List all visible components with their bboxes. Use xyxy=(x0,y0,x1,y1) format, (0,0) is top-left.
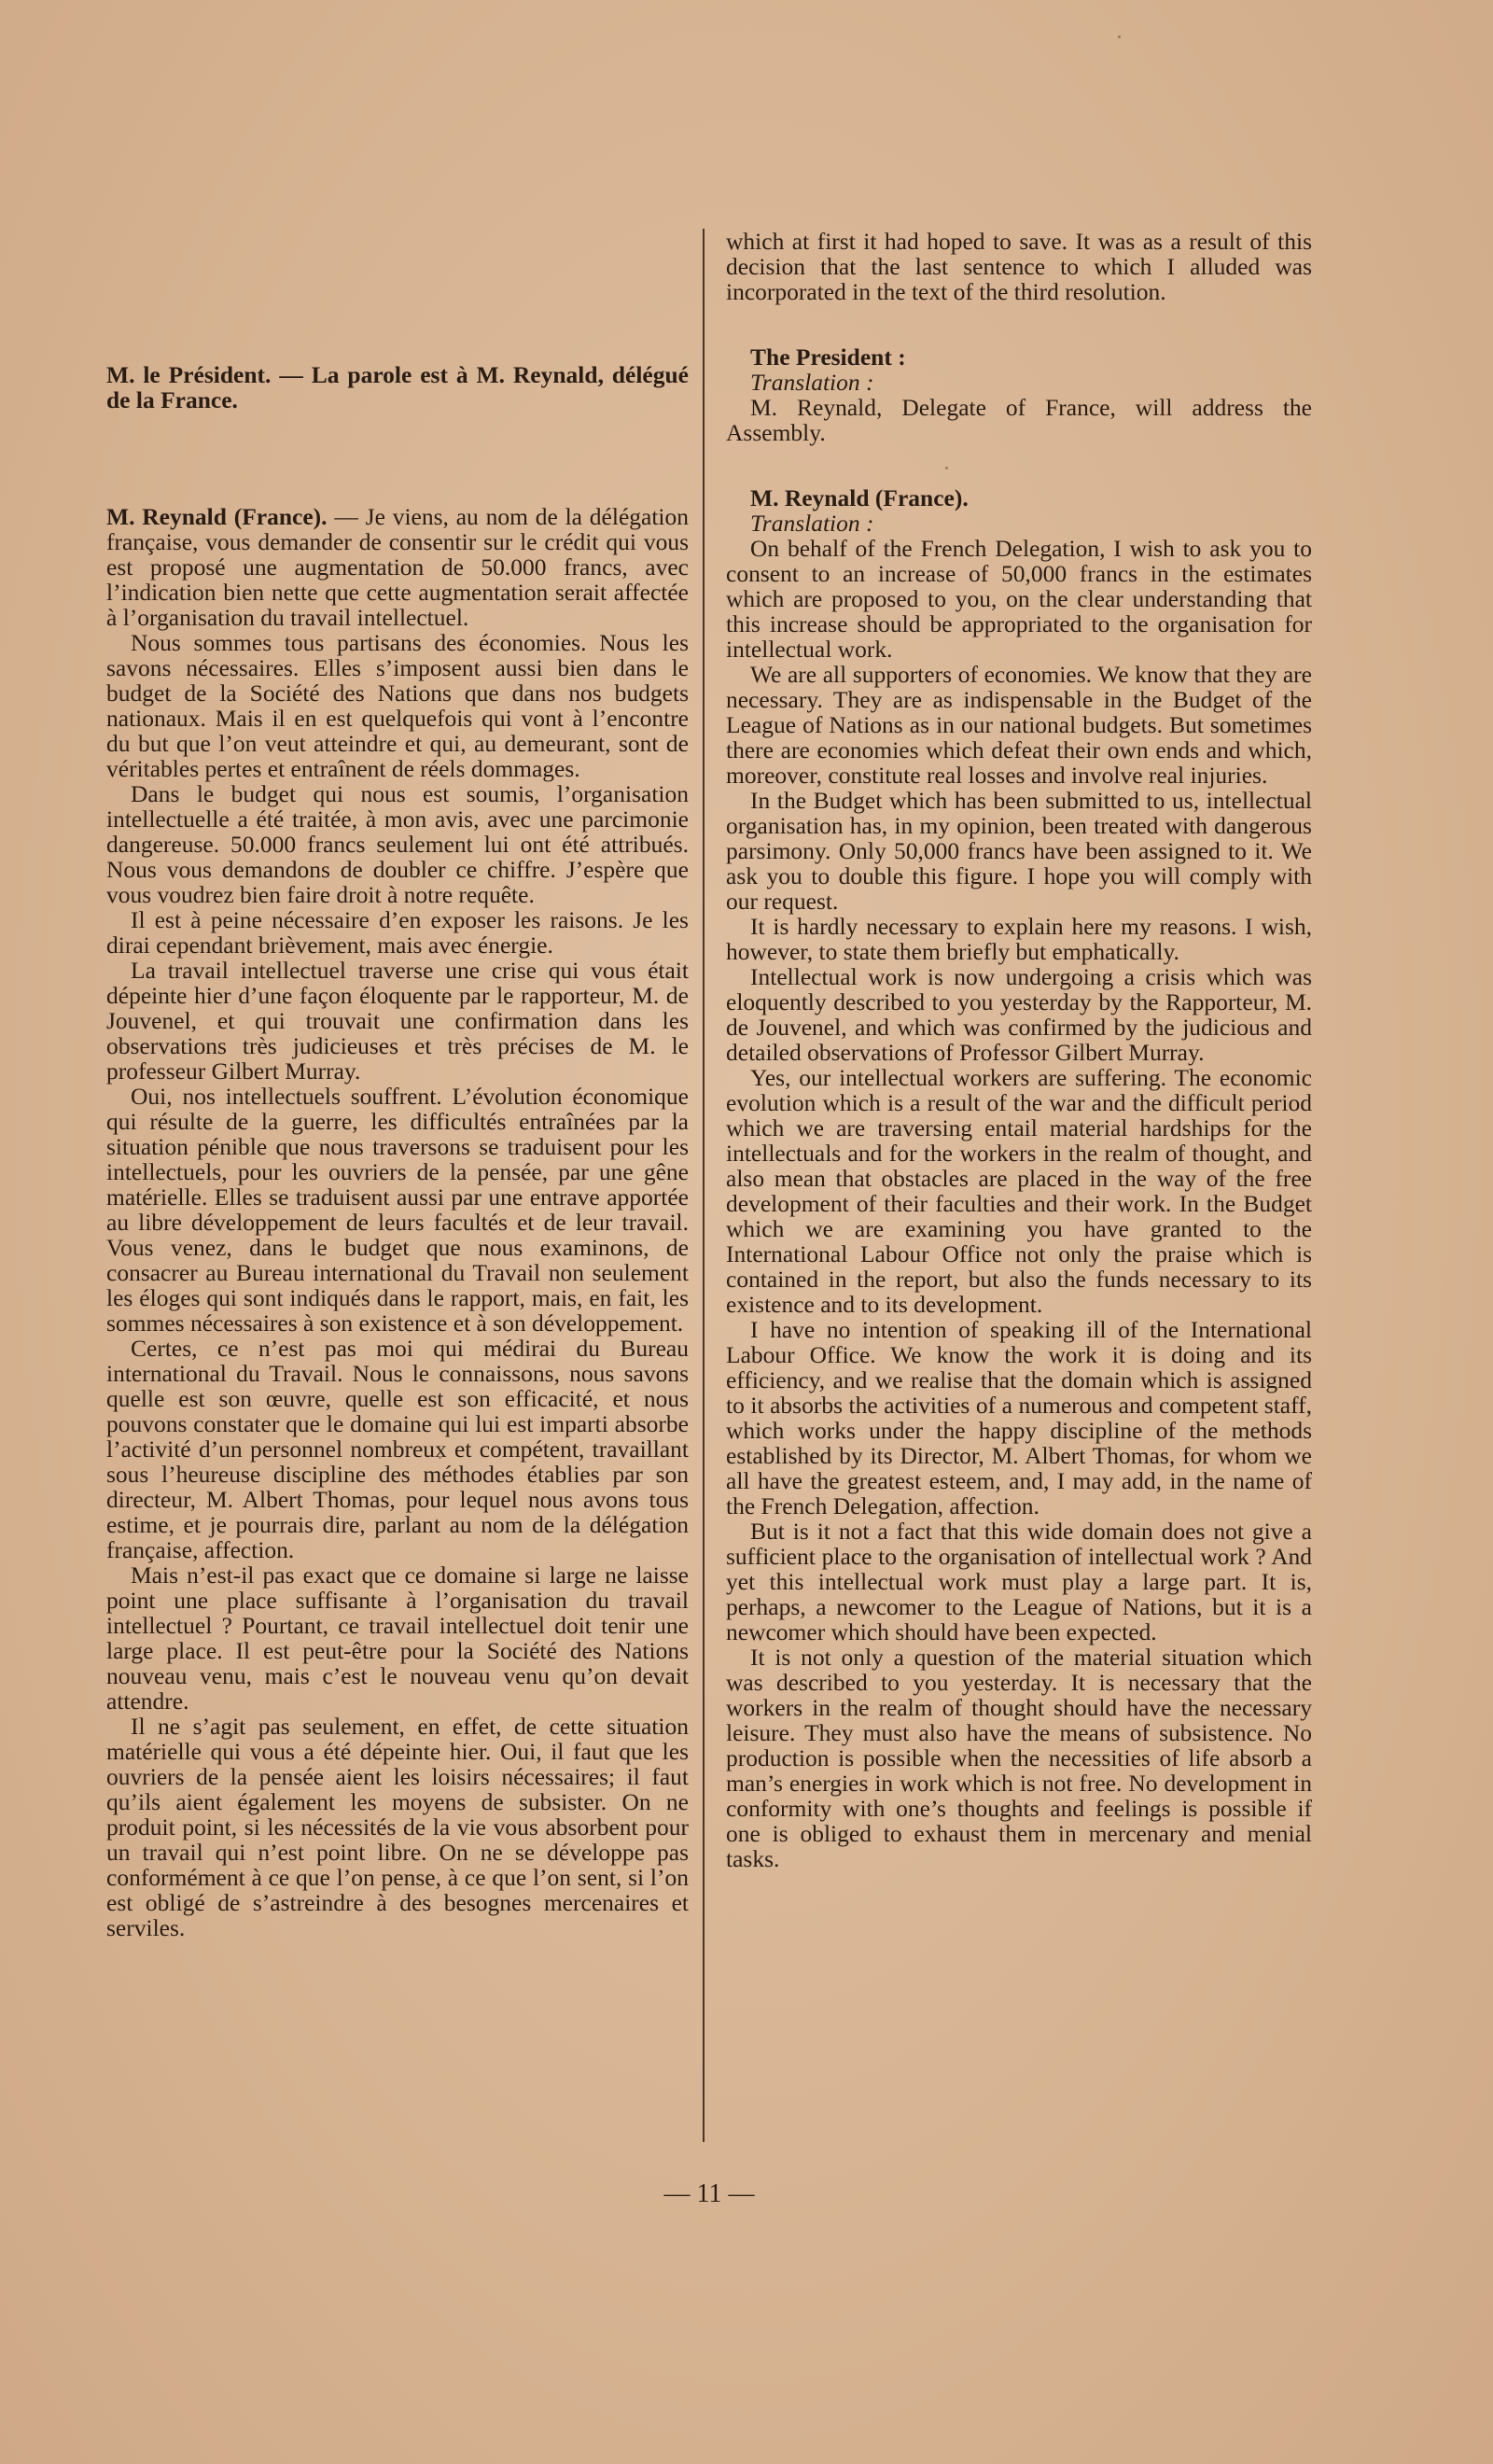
french-paragraph: Mais n’est-il pas exact que ce domaine si large ne laisse point une place suffisante à l’organisation du travail intellectuel ? Pourtant, ce travail intellectuel doit tenir une large place. Il est peut-être pour la Société des Nations nouveau venu, mais c’est le nouveau venu qu’on devait attendre. xyxy=(106,1561,689,1715)
french-column xyxy=(106,362,689,1940)
page-number: — 11 — xyxy=(663,2179,755,2208)
english-paragraph: In the Budget which has been submitted to us, intellectual organisation has, in my opinion, been treated with dangerous parsimony. Only 50,000 francs have been assigned to it. We ask you to double this figure. I hope you will comply with our request. xyxy=(726,787,1312,915)
french-paragraph: Il est à peine nécessaire d’en exposer les raisons. Je les dirai cependant brièvement, mais avec énergie. xyxy=(106,906,689,959)
translation-label: Translation : xyxy=(750,369,874,396)
french-paragraph: Certes, ce n’est pas moi qui médirai du Bureau international du Travail. Nous le connaissons, nous savons quelle est son œuvre, quelle est son efficacité, et nous pouvons constater que le domaine qui lui est imparti absorbe l’activité d’un personnel nombreux et compétent, travaillant sous l’heureuse discipline des méthodes établies par son directeur, M. Albert Thomas, pour lequel nous avons tous estime, et je pourrais dire, parlant au nom de la délégation française, affection. xyxy=(106,1335,689,1563)
president-heading: M. le Président. — La parole est à M. Reynald, délégué de la France. xyxy=(106,361,689,413)
speaker-label: M. Reynald (France). xyxy=(750,484,969,511)
french-paragraph: Il ne s’agit pas seulement, en effet, de cette situation matérielle qui vous a été dépeinte hier. Oui, il faut que les ouvriers de la pensée aient les loisirs nécessaires; il faut qu’ils aient également les moyens de subsister. On ne produit point, si les nécessités de la vie vous absorbent pour un travail qui n’est point libre. On ne se développe pas conformément à ce que l’on pense, à ce que l’on sent, si l’on est obligé de s’astreindre à des besognes mercenaires et serviles. xyxy=(106,1713,689,1941)
paper-speck xyxy=(1118,35,1121,38)
english-paragraph: We are all supporters of economies. We know that they are necessary. They are as indispensable in the Budget of the League of Nations as in our national budgets. But sometimes there are economies which defeat their own ends and which, moreover, constitute real losses and involve real injuries. xyxy=(726,661,1312,789)
french-paragraph: Oui, nos intellectuels souffrent. L’évolution économique qui résulte de la guerre, les difficultés entraînées par la situation pénible que nous traversons se traduisent pour les intellectuels, pour les ouvriers de la pensée, par une gêne matérielle. Elles se traduisent aussi par une entrave apportée au libre développement de leurs facultés et de leur travail. Vous venez, dans le budget que nous examinons, de consacrer au Bureau international du Travail non seulement les éloges qui sont indiqués dans le rapport, mais, en fait, les sommes nécessaires à son existence et à son développement. xyxy=(106,1083,689,1337)
translation-label: Translation : xyxy=(750,510,874,537)
french-paragraph: La travail intellectuel traverse une crise qui vous était dépeinte hier d’une façon éloquente par le rapporteur, M. de Jouvenel, et qui trouvait une confirmation dans les observations très judicieuses et très précises de M. le professeur Gilbert Murray. xyxy=(106,957,689,1085)
president-label: The President : xyxy=(750,343,906,371)
president-text: M. Reynald, Delegate of France, will address the Assembly. xyxy=(726,394,1312,446)
french-paragraph: Dans le budget qui nous est soumis, l’organisation intellectuelle a été traitée, à mon avis, avec une parcimonie dangereuse. 50.000 francs seulement lui ont été attribués. Nous vous demandons de doubler ce chiffre. J’espère que vous voudrez bien faire droit à notre requête. xyxy=(106,780,689,908)
column-divider xyxy=(703,229,705,2142)
reynald-opening-paragraph: M. Reynald (France). — Je viens, au nom de la délégation française, vous demander de consentir sur le crédit qui vous est proposé une augmentation de 50.000 francs, avec l’indication bien nette que cette augmentation serait affectée à l’organisation du travail intellectuel. xyxy=(106,503,690,631)
speaker-name: M. Reynald (France). xyxy=(106,503,328,530)
english-paragraph: I have no intention of speaking ill of the International Labour Office. We know the work it is doing and its efficiency, and we realise that the domain which is assigned to it absorbs the activities of a numerous and competent staff, which works under the happy discipline of the methods established by its Director, M. Albert Thomas, for whom we all have the greatest esteem, and, I may add, in the name of the French Delegation, affection. xyxy=(726,1316,1312,1519)
english-paragraph: But is it not a fact that this wide domain does not give a sufficient place to the organisation of intellectual work ? And yet this intellectual work must play a large part. It is, perhaps, a newcomer to the League of Nations, but it is a newcomer which should have been expected. xyxy=(726,1518,1312,1645)
english-column xyxy=(726,229,1312,1871)
english-paragraph: Yes, our intellectual workers are suffering. The economic evolution which is a result of the war and the difficult period which we are traversing entail material hardships for the intellectuals and for the workers in the realm of thought, and also mean that obstacles are placed in the way of the free development of their faculties and their work. In the Budget which we are examining you have granted to the International Labour Office not only the praise which is contained in the report, but also the funds necessary to its existence and to its development. xyxy=(726,1064,1312,1318)
english-paragraph: Intellectual work is now undergoing a crisis which was eloquently described to you yesterday by the Rapporteur, M. de Jouvenel, and which was confirmed by the judicious and detailed observations of Professor Gilbert Murray. xyxy=(726,963,1312,1066)
continuation-paragraph: which at first it had hoped to save. It was as a result of this decision that the last sentence to which I alluded was incorporated in the text of the third resolution. xyxy=(726,228,1312,305)
english-paragraph: On behalf of the French Delegation, I wish to ask you to consent to an increase of 50,000 francs in the estimates which are proposed to you, on the clear understanding that this increase should be appropriated to the organisation for intellectual work. xyxy=(726,535,1312,663)
english-paragraph: It is hardly necessary to explain here my reasons. I wish, however, to state them briefly but emphatically. xyxy=(726,913,1312,965)
french-paragraph: Nous sommes tous partisans des économies. Nous les savons nécessaires. Elles s’imposent aussi bien dans le budget de la Société des Nations que dans nos budgets nationaux. Mais il en est quelquefois qui vont à l’encontre du but que l’on veut atteindre et qui, au demeurant, sont de véritables pertes et entraînent de réels dommages. xyxy=(106,629,689,782)
english-paragraph: It is not only a question of the material situation which was described to you yesterday. It is necessary that the workers in the realm of thought should have the necessary leisure. They must also have the means of subsistence. No production is possible when the necessities of life absorb a man’s energies in work which is not free. No development in conformity with one’s thoughts and feelings is possible if one is obliged to exhaust them in mercenary and menial tasks. xyxy=(726,1644,1312,1872)
